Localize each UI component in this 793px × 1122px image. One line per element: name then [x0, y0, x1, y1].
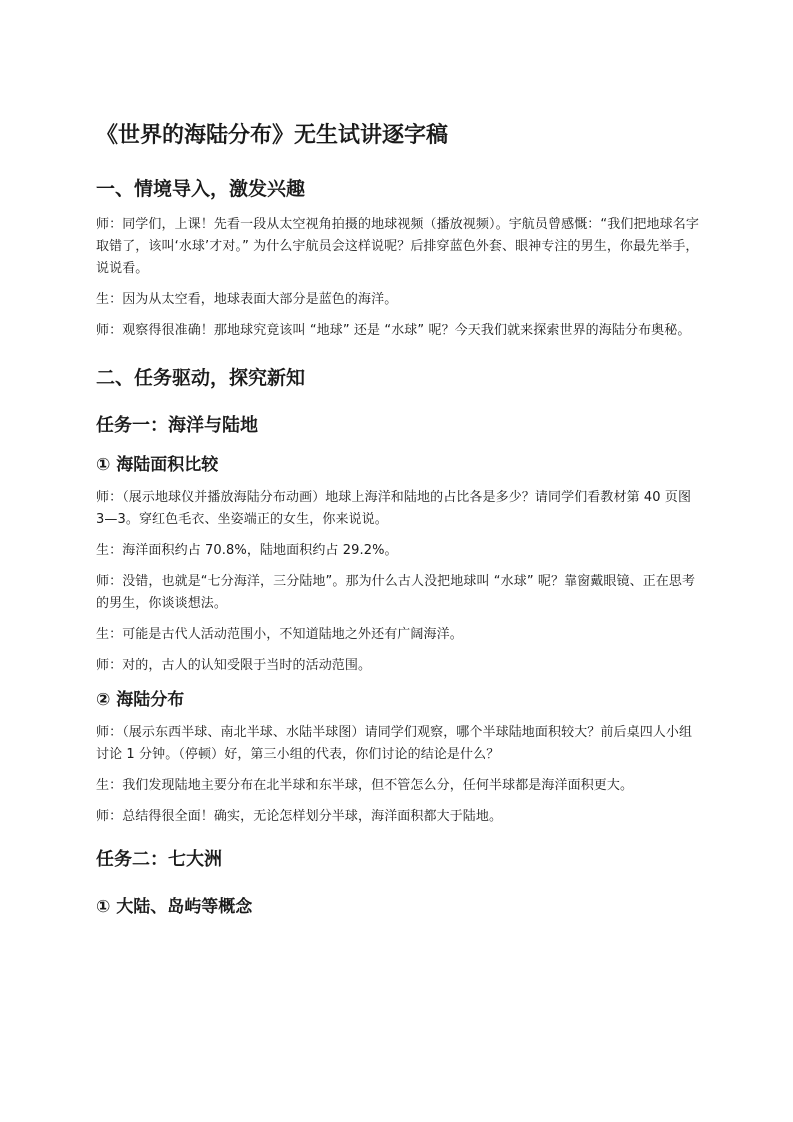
document-title: 《世界的海陆分布》无生试讲逐字稿	[96, 123, 449, 148]
document-page	[96, 118, 702, 929]
task-2-heading: 任务二：七大洲	[96, 849, 222, 870]
section-1-paragraph: 生：因为从太空看，地球表面大部分是蓝色的海洋。	[96, 292, 398, 307]
task-1-part-1-paragraph: 生：可能是古代人活动范围小，不知道陆地之外还有广阔海洋。	[96, 627, 463, 642]
task-1-part-2-paragraph: 师：总结得很全面！确实，无论怎样划分半球，海洋面积都大于陆地。	[96, 809, 503, 824]
task-1-part-1-paragraph: 师：没错，也就是“七分海洋，三分陆地”。那为什么古人没把地球叫 “水球” 呢？靠窗戴眼镜、正在思考的男生，你谈谈想法。	[96, 574, 696, 611]
section-1-heading: 一、情境导入，激发兴趣	[96, 178, 306, 200]
task-1-part-1-paragraph: 生：海洋面积约占 70.8%，陆地面积约占 29.2%。	[96, 543, 398, 558]
section-2-heading: 二、任务驱动，探究新知	[96, 367, 306, 389]
task-1-part-2-heading: ② 海陆分布	[96, 690, 185, 710]
task-1-part-2-paragraph: 师：（展示东西半球、南北半球、水陆半球图）请同学们观察，哪个半球陆地面积较大？前后桌四人小组讨论 1 分钟。（停顿）好，第三小组的代表，你们讨论的结论是什么？	[96, 725, 693, 762]
section-1-paragraph: 师：同学们，上课！先看一段从太空视角拍摄的地球视频（播放视频）。宇航员曾感慨：“我们把地球名字取错了，该叫‘水球’才对。” 为什么宇航员会这样说呢？后排穿蓝色外套、眼神专注的男生，你最先举手，说说看。	[96, 217, 699, 276]
task-1-heading: 任务一：海洋与陆地	[96, 415, 258, 436]
task-1-part-1-paragraph: 师：（展示地球仪并播放海陆分布动画）地球上海洋和陆地的占比各是多少？请同学们看教材第 40 页图 3—3。穿红色毛衣、坐姿端正的女生，你来说说。	[96, 490, 692, 527]
task-1-part-2-paragraph: 生：我们发现陆地主要分布在北半球和东半球，但不管怎么分，任何半球都是海洋面积更大。	[96, 778, 634, 793]
task-2-part-1-heading: ① 大陆、岛屿等概念	[96, 897, 253, 917]
task-1-part-1-heading: ① 海陆面积比较	[96, 455, 219, 475]
task-1-part-1-paragraph: 师：对的，古人的认知受限于当时的活动范围。	[96, 658, 372, 673]
section-1-paragraph: 师：观察得很准确！那地球究竟该叫 “地球” 还是 “水球” 呢？今天我们就来探索世界的海陆分布奥秘。	[96, 323, 691, 338]
